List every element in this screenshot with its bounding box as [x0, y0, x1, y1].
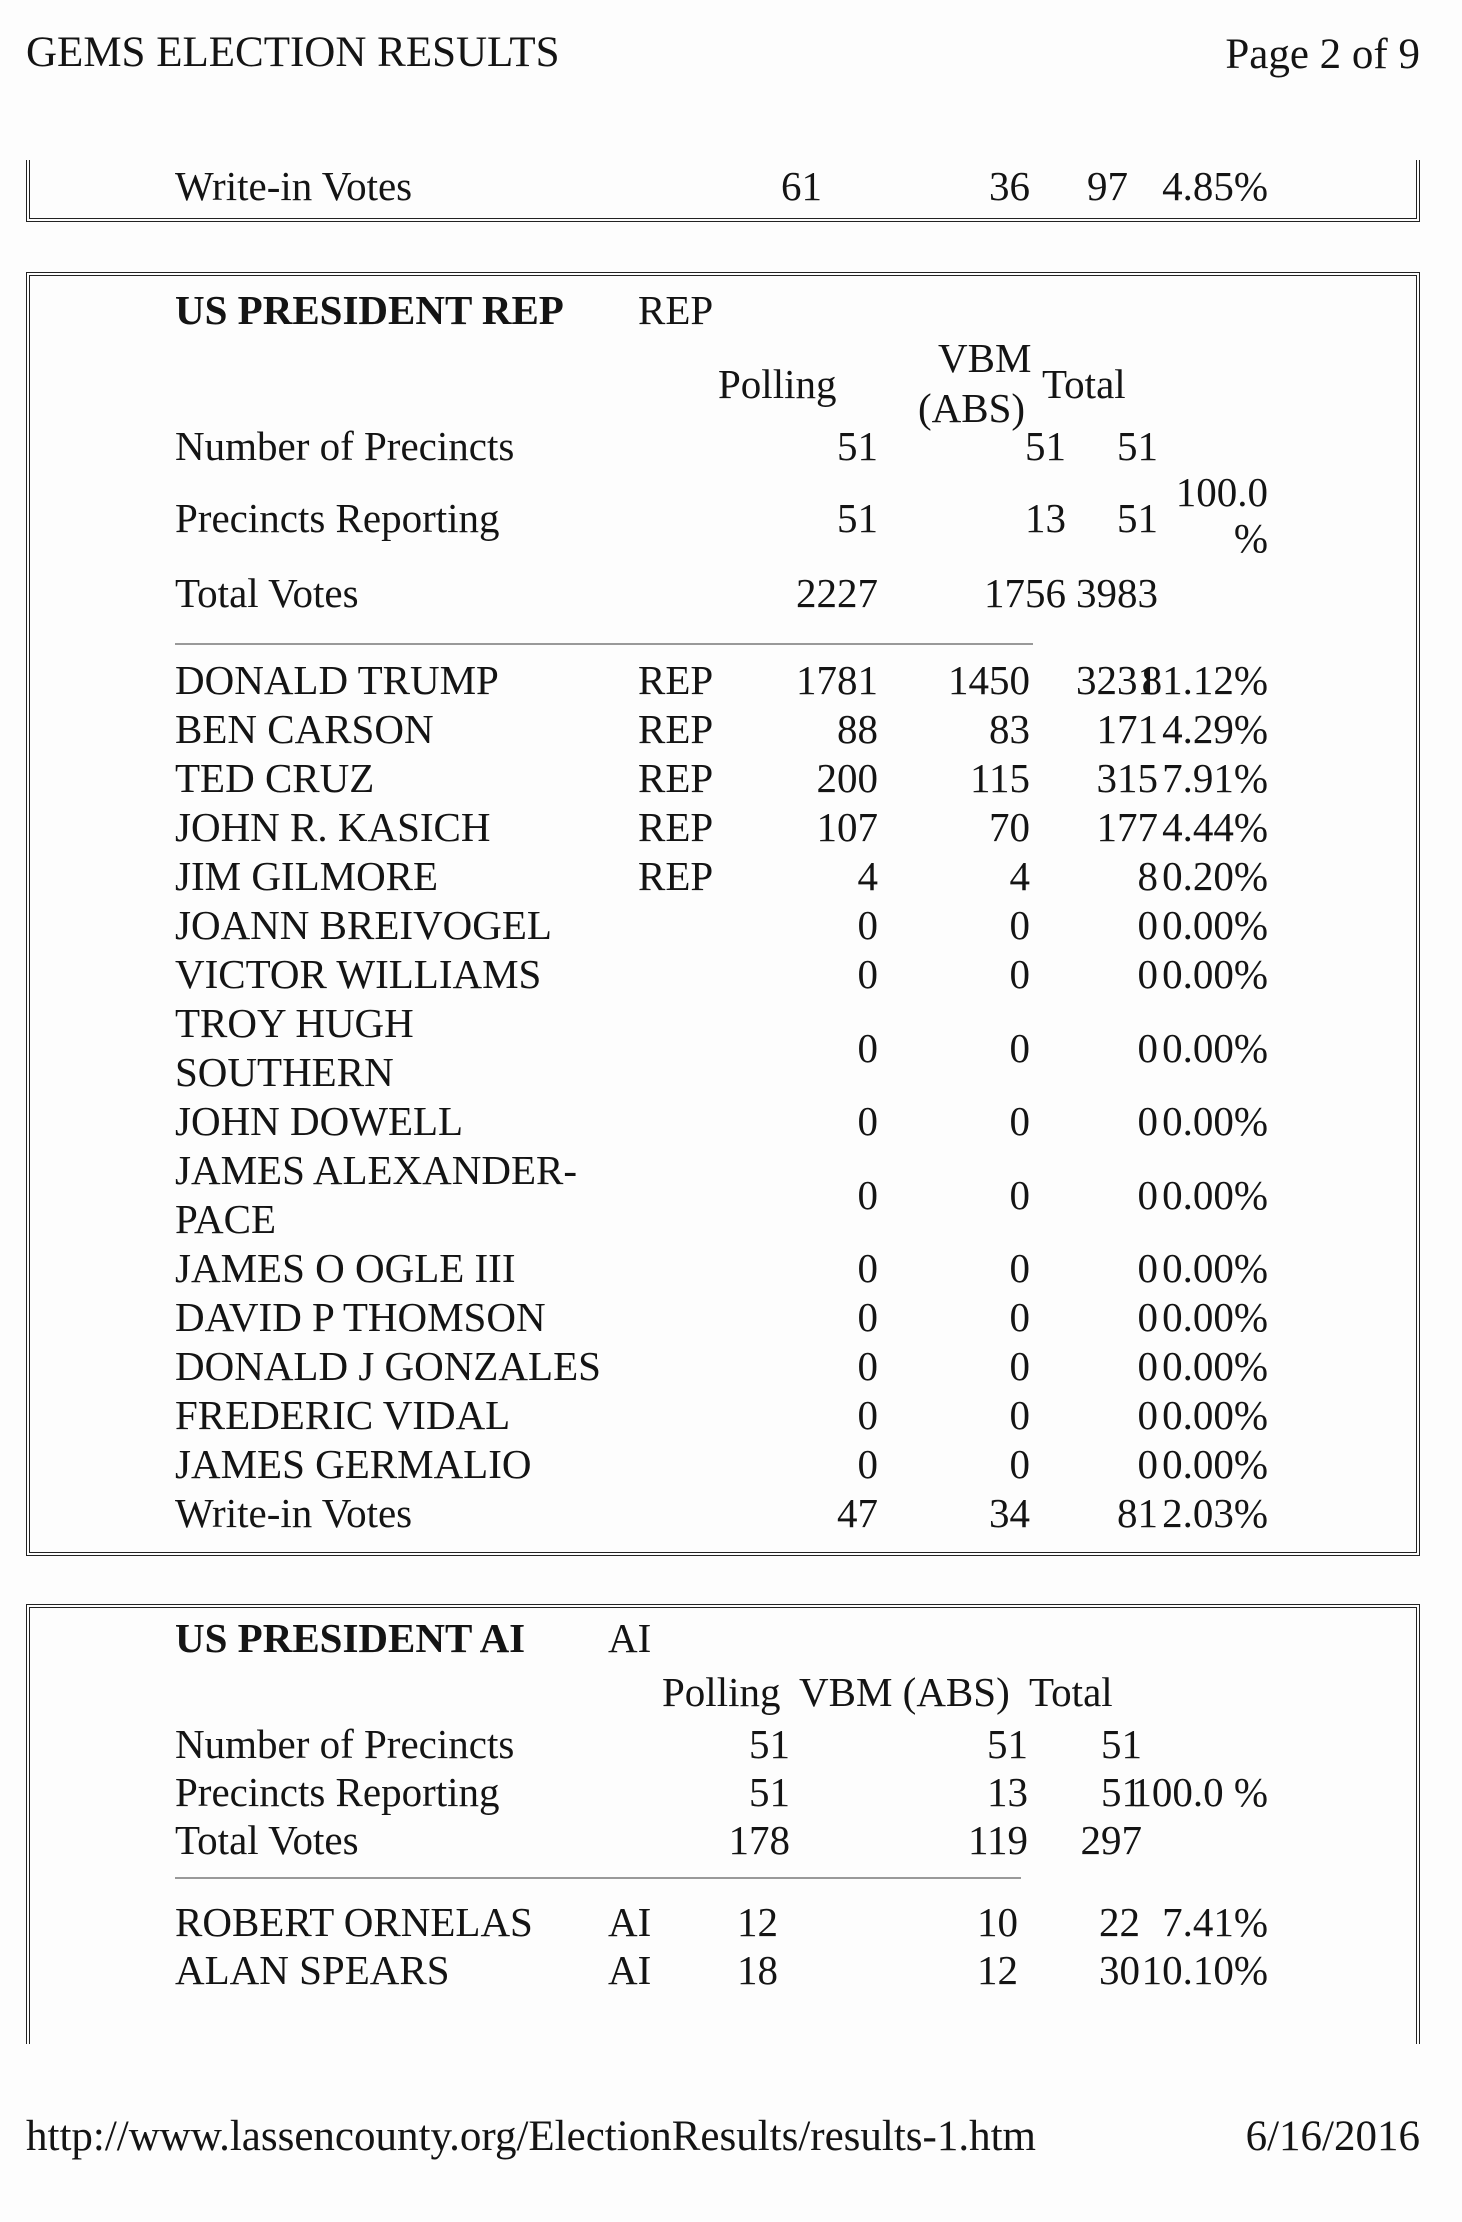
- vbm-value: 83: [989, 706, 1030, 752]
- polling-value: 0: [857, 1294, 878, 1340]
- percent-value: 4.85%: [1162, 163, 1268, 209]
- table-row: [30, 1489, 1416, 1538]
- polling-value: 88: [837, 706, 878, 752]
- total-value: 0: [1137, 902, 1158, 948]
- candidate-name: DONALD J GONZALES: [175, 1343, 601, 1389]
- percent-value: 0.00%: [1162, 1343, 1268, 1389]
- total-value: 30: [1099, 1947, 1140, 1993]
- vbm-value: 0: [1009, 1294, 1030, 1340]
- candidate-name: VICTOR WILLIAMS: [175, 951, 542, 997]
- divider: [175, 1877, 1021, 1879]
- candidate-name: JAMES O OGLE III: [175, 1245, 516, 1291]
- candidate-name: BEN CARSON: [175, 706, 434, 752]
- vbm-value: 10: [977, 1899, 1018, 1945]
- table-row: [30, 1244, 1416, 1293]
- total-value: 51: [1101, 1769, 1142, 1815]
- candidate-name: JOHN DOWELL: [175, 1098, 464, 1144]
- vbm-value: 0: [1009, 951, 1030, 997]
- vbm-value: 1450: [948, 657, 1030, 703]
- stat-label: Total Votes: [175, 1817, 359, 1863]
- col-header-abs: (ABS): [918, 385, 1026, 431]
- total-value: 51: [1117, 495, 1158, 541]
- candidate-name: Write-in Votes: [175, 1490, 413, 1536]
- percent-value: 0.00%: [1162, 1441, 1268, 1487]
- percent-value: 0.00%: [1162, 951, 1268, 997]
- percent-value: 0.00%: [1162, 1025, 1268, 1071]
- table-row: [30, 705, 1416, 754]
- percent-value: 7.91%: [1162, 755, 1268, 801]
- candidate-name: JAMES GERMALIO: [175, 1441, 532, 1487]
- candidate-name: ROBERT ORNELAS: [175, 1899, 533, 1945]
- vbm-value: 0: [1009, 1098, 1030, 1144]
- polling-value: 200: [816, 755, 878, 801]
- vbm-value: 12: [977, 1947, 1018, 1993]
- candidate-name-cont: SOUTHERN: [175, 1049, 394, 1095]
- polling-value: 47: [837, 1490, 878, 1536]
- stat-label: Total Votes: [175, 570, 359, 616]
- polling-value: 61: [781, 163, 822, 209]
- table-row: [30, 950, 1416, 999]
- polling-value: 0: [857, 1245, 878, 1291]
- vbm-value: 0: [1009, 1343, 1030, 1389]
- vbm-value: 1756: [984, 570, 1066, 616]
- polling-value: 51: [749, 1721, 790, 1767]
- ai-section: [26, 1604, 1420, 2044]
- candidate-party: REP: [638, 755, 714, 801]
- polling-value: 4: [857, 853, 878, 899]
- footer-date: 6/16/2016: [1245, 2113, 1420, 2160]
- section-title: US PRESIDENT AI: [175, 1615, 526, 1661]
- col-header-vbm: VBM: [938, 335, 1032, 381]
- polling-value: 0: [857, 1025, 878, 1071]
- rep-section: [26, 272, 1420, 1556]
- vbm-value: 70: [989, 804, 1030, 850]
- percent-value: 4.29%: [1162, 706, 1268, 752]
- table-row: [30, 1440, 1416, 1489]
- vbm-value: 115: [970, 755, 1030, 801]
- polling-value: 12: [737, 1899, 778, 1945]
- total-value: 177: [1096, 804, 1158, 850]
- write-in-label: Write-in Votes: [175, 163, 413, 209]
- table-row: [30, 1097, 1416, 1146]
- col-header-vbm: VBM (ABS): [799, 1669, 1010, 1715]
- candidate-name: TROY HUGH: [175, 1000, 414, 1046]
- percent-value: 81.12%: [1141, 657, 1268, 703]
- vbm-value: 51: [1025, 423, 1066, 469]
- vbm-value: 13: [1025, 495, 1066, 541]
- percent-value: 100.0 %: [1131, 1769, 1268, 1815]
- candidate-name: FREDERIC VIDAL: [175, 1392, 511, 1438]
- prev-section-box: [26, 160, 1420, 222]
- stat-label: Precincts Reporting: [175, 1769, 500, 1815]
- divider: [175, 643, 1033, 645]
- candidate-name: JAMES ALEXANDER-: [175, 1147, 578, 1193]
- percent-value: 0.20%: [1162, 853, 1268, 899]
- total-value: 0: [1137, 1025, 1158, 1071]
- candidate-party: AI: [608, 1899, 652, 1945]
- total-value: 0: [1137, 1343, 1158, 1389]
- total-value: 51: [1101, 1721, 1142, 1767]
- polling-value: 107: [816, 804, 878, 850]
- vbm-value: 36: [989, 163, 1030, 209]
- percent-value: 10.10%: [1141, 1947, 1268, 1993]
- total-value: 297: [1080, 1817, 1142, 1863]
- table-row: [30, 999, 1416, 1097]
- total-value: 81: [1117, 1490, 1158, 1536]
- percent-value: 2.03%: [1162, 1490, 1268, 1536]
- candidate-name: TED CRUZ: [175, 755, 375, 801]
- col-header-total: Total: [1029, 1669, 1113, 1715]
- vbm-value: 0: [1009, 1025, 1030, 1071]
- vbm-value: 0: [1009, 902, 1030, 948]
- vbm-value: 34: [989, 1490, 1030, 1536]
- table-row: [30, 1768, 1416, 1816]
- polling-value: 0: [857, 1343, 878, 1389]
- total-value: 3983: [1076, 570, 1158, 616]
- stat-label: Number of Precincts: [175, 1721, 515, 1767]
- table-row: [30, 1391, 1416, 1440]
- table-row: [30, 754, 1416, 803]
- vbm-value: 0: [1009, 1441, 1030, 1487]
- table-row: [30, 1342, 1416, 1391]
- total-value: 3231: [1076, 657, 1158, 703]
- total-value: 171: [1096, 706, 1158, 752]
- polling-value: 2227: [796, 570, 878, 616]
- table-row: [30, 1720, 1416, 1768]
- table-row: [30, 1293, 1416, 1342]
- candidate-name: DONALD TRUMP: [175, 657, 499, 703]
- table-row: [30, 803, 1416, 852]
- polling-value: 51: [837, 495, 878, 541]
- stat-label: Number of Precincts: [175, 423, 515, 469]
- candidate-name: ALAN SPEARS: [175, 1947, 450, 1993]
- percent-sign: %: [1233, 515, 1268, 561]
- candidate-party: REP: [638, 853, 714, 899]
- percent-value: 0.00%: [1162, 1294, 1268, 1340]
- percent-value: 4.44%: [1162, 804, 1268, 850]
- polling-value: 0: [857, 1392, 878, 1438]
- percent-value: 7.41%: [1162, 1899, 1268, 1945]
- table-row: [30, 469, 1416, 566]
- total-value: 51: [1117, 423, 1158, 469]
- candidate-party: REP: [638, 706, 714, 752]
- total-value: 0: [1137, 1172, 1158, 1218]
- candidate-name: JIM GILMORE: [175, 853, 439, 899]
- table-row: [30, 1146, 1416, 1244]
- total-value: 0: [1137, 1294, 1158, 1340]
- polling-value: 0: [857, 902, 878, 948]
- table-row: [30, 656, 1416, 705]
- candidate-party: REP: [638, 657, 714, 703]
- page-number: Page 2 of 9: [1225, 31, 1420, 78]
- candidate-name: JOANN BREIVOGEL: [175, 902, 552, 948]
- table-row: [30, 162, 1416, 210]
- table-row: [30, 1816, 1416, 1864]
- polling-value: 0: [857, 1441, 878, 1487]
- table-row: [30, 852, 1416, 901]
- polling-value: 0: [857, 951, 878, 997]
- polling-value: 0: [857, 1098, 878, 1144]
- vbm-value: 0: [1009, 1245, 1030, 1291]
- candidate-name-cont: PACE: [175, 1196, 277, 1242]
- stat-label: Precincts Reporting: [175, 495, 500, 541]
- polling-value: 0: [857, 1172, 878, 1218]
- col-header-polling: Polling: [718, 361, 837, 407]
- vbm-value: 0: [1009, 1392, 1030, 1438]
- polling-value: 51: [837, 423, 878, 469]
- page-header-title: GEMS ELECTION RESULTS: [26, 29, 560, 76]
- vbm-value: 0: [1009, 1172, 1030, 1218]
- polling-value: 18: [737, 1947, 778, 1993]
- candidate-party: AI: [608, 1947, 652, 1993]
- vbm-value: 119: [968, 1817, 1028, 1863]
- percent-value: 100.0: [1175, 469, 1268, 515]
- footer-url: http://www.lassencounty.org/ElectionResults/results-1.htm: [26, 2113, 1036, 2160]
- table-row: [30, 1898, 1416, 1946]
- section-title: US PRESIDENT REP: [175, 287, 564, 333]
- percent-value: 0.00%: [1162, 902, 1268, 948]
- total-value: 0: [1137, 951, 1158, 997]
- table-row: [30, 1946, 1416, 1994]
- candidate-name: JOHN R. KASICH: [175, 804, 491, 850]
- total-value: 315: [1096, 755, 1158, 801]
- polling-value: 51: [749, 1769, 790, 1815]
- total-value: 97: [1087, 163, 1128, 209]
- candidate-name: DAVID P THOMSON: [175, 1294, 546, 1340]
- total-value: 0: [1137, 1441, 1158, 1487]
- total-value: 0: [1137, 1245, 1158, 1291]
- percent-value: 0.00%: [1162, 1172, 1268, 1218]
- total-value: 0: [1137, 1392, 1158, 1438]
- percent-value: 0.00%: [1162, 1245, 1268, 1291]
- col-header-polling: Polling: [662, 1669, 781, 1715]
- table-row: [30, 569, 1416, 641]
- vbm-value: 4: [1009, 853, 1030, 899]
- total-value: 0: [1137, 1098, 1158, 1144]
- total-value: 22: [1099, 1899, 1140, 1945]
- candidate-party: REP: [638, 804, 714, 850]
- percent-value: 0.00%: [1162, 1098, 1268, 1144]
- section-party: REP: [638, 287, 714, 333]
- section-party: AI: [608, 1615, 652, 1661]
- polling-value: 178: [728, 1817, 790, 1863]
- vbm-value: 51: [987, 1721, 1028, 1767]
- vbm-value: 13: [987, 1769, 1028, 1815]
- col-header-total: Total: [1042, 361, 1126, 407]
- total-value: 8: [1137, 853, 1158, 899]
- polling-value: 1781: [796, 657, 878, 703]
- percent-value: 0.00%: [1162, 1392, 1268, 1438]
- table-row: [30, 901, 1416, 950]
